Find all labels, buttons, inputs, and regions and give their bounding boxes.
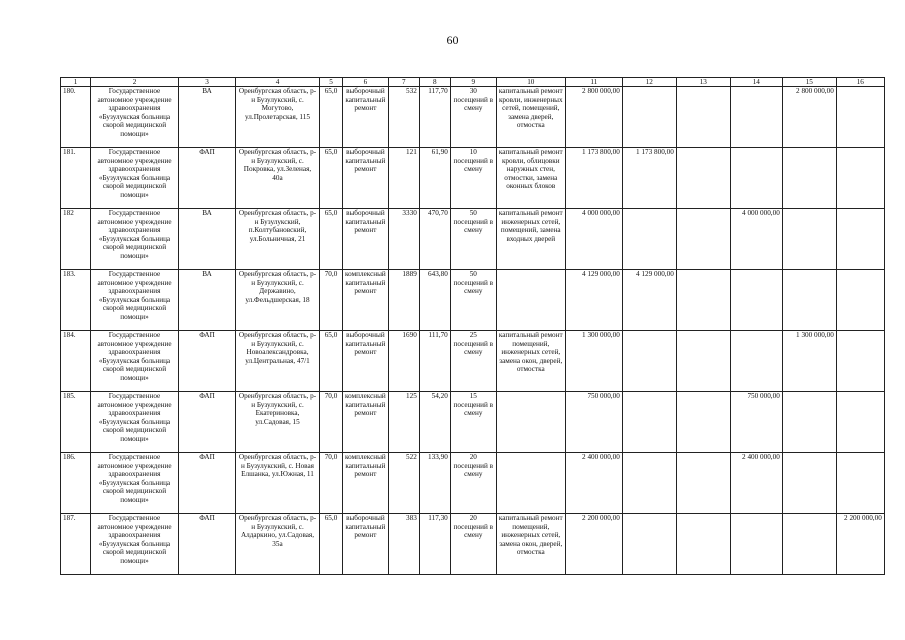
column-header-14: 14 bbox=[730, 78, 782, 87]
row-number: 180. bbox=[61, 87, 91, 148]
visits-per-shift: 20 посещений в смену bbox=[450, 453, 496, 514]
repair-description: капитальный ремонт кровли, инженерных сетей, помещений, замена дверей, отмостка bbox=[496, 87, 565, 148]
work-type: выборочный капитальный ремонт bbox=[343, 209, 389, 270]
amount-col13 bbox=[676, 148, 730, 209]
table-body bbox=[61, 87, 885, 575]
visits-per-shift: 15 посещений в смену bbox=[450, 392, 496, 453]
institution-name: Государственное автономное учреждение здравоохранения «Бузулукская больница скорой медицинской помощи» bbox=[91, 392, 179, 453]
column-header-1: 1 bbox=[61, 78, 91, 87]
work-type: комплексный капитальный ремонт bbox=[343, 392, 389, 453]
amount-col13 bbox=[676, 453, 730, 514]
institution-name: Государственное автономное учреждение здравоохранения «Бузулукская больница скорой медицинской помощи» bbox=[91, 331, 179, 392]
amount-total: 2 200 000,00 bbox=[565, 514, 622, 575]
facility-type: ВА bbox=[179, 87, 236, 148]
address: Оренбургская область, р-н Бузулукский, с. Покровка, ул.Зеленая, 40а bbox=[236, 148, 320, 209]
capacity-value: 111,70 bbox=[419, 331, 450, 392]
address: Оренбургская область, р-н Бузулукский, с. Державино, ул.Фельдшерская, 18 bbox=[236, 270, 320, 331]
amount-col15 bbox=[782, 209, 836, 270]
wear-percent: 70,0 bbox=[320, 270, 343, 331]
wear-percent: 65,0 bbox=[320, 209, 343, 270]
amount-col15: 2 800 000,00 bbox=[782, 87, 836, 148]
column-header-5: 5 bbox=[320, 78, 343, 87]
address: Оренбургская область, р-н Бузулукский, с. Новая Елшанка, ул.Южная, 11 bbox=[236, 453, 320, 514]
visits-per-shift: 50 посещений в смену bbox=[450, 209, 496, 270]
table-row bbox=[61, 453, 885, 514]
work-type: комплексный капитальный ремонт bbox=[343, 453, 389, 514]
amount-col14 bbox=[730, 148, 782, 209]
row-number: 185. bbox=[61, 392, 91, 453]
row-number: 181. bbox=[61, 148, 91, 209]
row-number: 184. bbox=[61, 331, 91, 392]
repair-description bbox=[496, 453, 565, 514]
facility-type: ВА bbox=[179, 270, 236, 331]
area-value: 1690 bbox=[388, 331, 419, 392]
row-number: 186. bbox=[61, 453, 91, 514]
work-type: выборочный капитальный ремонт bbox=[343, 331, 389, 392]
amount-col14: 2 400 000,00 bbox=[730, 453, 782, 514]
address: Оренбургская область, р-н Бузулукский, с. Екатериновка, ул.Садовая, 15 bbox=[236, 392, 320, 453]
area-value: 383 bbox=[388, 514, 419, 575]
column-header-15: 15 bbox=[782, 78, 836, 87]
repair-description bbox=[496, 392, 565, 453]
work-type: комплексный капитальный ремонт bbox=[343, 270, 389, 331]
area-value: 1889 bbox=[388, 270, 419, 331]
amount-col15: 1 300 000,00 bbox=[782, 331, 836, 392]
amount-total: 750 000,00 bbox=[565, 392, 622, 453]
area-value: 522 bbox=[388, 453, 419, 514]
facility-type: ВА bbox=[179, 209, 236, 270]
amount-col15 bbox=[782, 514, 836, 575]
amount-col14 bbox=[730, 514, 782, 575]
amount-col16 bbox=[836, 331, 884, 392]
wear-percent: 70,0 bbox=[320, 392, 343, 453]
visits-per-shift: 30 посещений в смену bbox=[450, 87, 496, 148]
table-row bbox=[61, 331, 885, 392]
amount-col16: 2 200 000,00 bbox=[836, 514, 884, 575]
table-row bbox=[61, 392, 885, 453]
area-value: 125 bbox=[388, 392, 419, 453]
institution-name: Государственное автономное учреждение здравоохранения «Бузулукская больница скорой медицинской помощи» bbox=[91, 87, 179, 148]
amount-col14 bbox=[730, 331, 782, 392]
work-type: выборочный капитальный ремонт bbox=[343, 148, 389, 209]
amount-col12 bbox=[622, 331, 676, 392]
column-header-6: 6 bbox=[343, 78, 389, 87]
area-value: 121 bbox=[388, 148, 419, 209]
amount-col14 bbox=[730, 270, 782, 331]
address: Оренбургская область, р-н Бузулукский, с. Могутово, ул.Пролетарская, 115 bbox=[236, 87, 320, 148]
amount-col12 bbox=[622, 514, 676, 575]
column-header-12: 12 bbox=[622, 78, 676, 87]
column-header-7: 7 bbox=[388, 78, 419, 87]
institution-name: Государственное автономное учреждение здравоохранения «Бузулукская больница скорой медицинской помощи» bbox=[91, 514, 179, 575]
column-header-11: 11 bbox=[565, 78, 622, 87]
amount-total: 2 800 000,00 bbox=[565, 87, 622, 148]
amount-col15 bbox=[782, 270, 836, 331]
visits-per-shift: 50 посещений в смену bbox=[450, 270, 496, 331]
amount-col13 bbox=[676, 392, 730, 453]
capacity-value: 470,70 bbox=[419, 209, 450, 270]
amount-col12 bbox=[622, 209, 676, 270]
repair-description: капитальный ремонт инженерных сетей, помещений, замена входных дверей bbox=[496, 209, 565, 270]
address: Оренбургская область, р-н Бузулукский, с. Новоалександровка, ул.Центральная, 47/1 bbox=[236, 331, 320, 392]
amount-col15 bbox=[782, 392, 836, 453]
header-row bbox=[61, 78, 885, 87]
amount-col12 bbox=[622, 87, 676, 148]
amount-col12 bbox=[622, 392, 676, 453]
column-header-10: 10 bbox=[496, 78, 565, 87]
institution-name: Государственное автономное учреждение здравоохранения «Бузулукская больница скорой медицинской помощи» bbox=[91, 453, 179, 514]
work-type: выборочный капитальный ремонт bbox=[343, 87, 389, 148]
visits-per-shift: 10 посещений в смену bbox=[450, 148, 496, 209]
amount-col13 bbox=[676, 331, 730, 392]
row-number: 187. bbox=[61, 514, 91, 575]
amount-col15 bbox=[782, 148, 836, 209]
capacity-value: 61,90 bbox=[419, 148, 450, 209]
column-header-16: 16 bbox=[836, 78, 884, 87]
column-header-8: 8 bbox=[419, 78, 450, 87]
amount-col16 bbox=[836, 209, 884, 270]
table-row bbox=[61, 87, 885, 148]
table-row bbox=[61, 270, 885, 331]
wear-percent: 70,0 bbox=[320, 453, 343, 514]
institution-name: Государственное автономное учреждение здравоохранения «Бузулукская больница скорой медицинской помощи» bbox=[91, 209, 179, 270]
table-row bbox=[61, 209, 885, 270]
institution-name: Государственное автономное учреждение здравоохранения «Бузулукская больница скорой медицинской помощи» bbox=[91, 148, 179, 209]
column-header-9: 9 bbox=[450, 78, 496, 87]
institution-name: Государственное автономное учреждение здравоохранения «Бузулукская больница скорой медицинской помощи» bbox=[91, 270, 179, 331]
repair-description bbox=[496, 270, 565, 331]
amount-col12: 4 129 000,00 bbox=[622, 270, 676, 331]
repair-description: капитальный ремонт кровли, облицовки наружных стен, отмостки, замена оконных блоков bbox=[496, 148, 565, 209]
amount-col14: 4 000 000,00 bbox=[730, 209, 782, 270]
facility-type: ФАП bbox=[179, 392, 236, 453]
amount-col14 bbox=[730, 87, 782, 148]
amount-col12: 1 173 800,00 bbox=[622, 148, 676, 209]
amount-col12 bbox=[622, 453, 676, 514]
facility-type: ФАП bbox=[179, 148, 236, 209]
amount-col13 bbox=[676, 209, 730, 270]
capacity-value: 117,30 bbox=[419, 514, 450, 575]
amount-col16 bbox=[836, 87, 884, 148]
row-number: 183. bbox=[61, 270, 91, 331]
repair-description: капитальный ремонт помещений, инженерных сетей, замена окон, дверей, отмостка bbox=[496, 331, 565, 392]
amount-col13 bbox=[676, 270, 730, 331]
work-type: выборочный капитальный ремонт bbox=[343, 514, 389, 575]
amount-col16 bbox=[836, 453, 884, 514]
amount-col16 bbox=[836, 392, 884, 453]
wear-percent: 65,0 bbox=[320, 331, 343, 392]
visits-per-shift: 20 посещений в смену bbox=[450, 514, 496, 575]
column-header-2: 2 bbox=[91, 78, 179, 87]
page-number: 60 bbox=[446, 33, 459, 47]
visits-per-shift: 25 посещений в смену bbox=[450, 331, 496, 392]
amount-total: 2 400 000,00 bbox=[565, 453, 622, 514]
capacity-value: 54,20 bbox=[419, 392, 450, 453]
row-number: 182 bbox=[61, 209, 91, 270]
capacity-value: 117,70 bbox=[419, 87, 450, 148]
facility-type: ФАП bbox=[179, 514, 236, 575]
amount-total: 1 173 800,00 bbox=[565, 148, 622, 209]
amount-col13 bbox=[676, 514, 730, 575]
wear-percent: 65,0 bbox=[320, 148, 343, 209]
column-header-13: 13 bbox=[676, 78, 730, 87]
address: Оренбургская область, р-н Бузулукский, с. Алдаркино, ул.Садовая, 35а bbox=[236, 514, 320, 575]
amount-col14: 750 000,00 bbox=[730, 392, 782, 453]
amount-col16 bbox=[836, 270, 884, 331]
column-header-3: 3 bbox=[179, 78, 236, 87]
wear-percent: 65,0 bbox=[320, 514, 343, 575]
facility-type: ФАП bbox=[179, 453, 236, 514]
amount-total: 4 129 000,00 bbox=[565, 270, 622, 331]
amount-col15 bbox=[782, 453, 836, 514]
area-value: 532 bbox=[388, 87, 419, 148]
amount-col16 bbox=[836, 148, 884, 209]
column-header-4: 4 bbox=[236, 78, 320, 87]
facility-type: ФАП bbox=[179, 331, 236, 392]
amount-col13 bbox=[676, 87, 730, 148]
table-row bbox=[61, 148, 885, 209]
wear-percent: 65,0 bbox=[320, 87, 343, 148]
area-value: 3330 bbox=[388, 209, 419, 270]
table-row bbox=[61, 514, 885, 575]
address: Оренбургская область, р-н Бузулукский, п.Колтубановский, ул.Больничная, 21 bbox=[236, 209, 320, 270]
capacity-value: 643,80 bbox=[419, 270, 450, 331]
capacity-value: 133,90 bbox=[419, 453, 450, 514]
amount-total: 4 000 000,00 bbox=[565, 209, 622, 270]
repair-description: капитальный ремонт помещений, инженерных сетей, замена окон, дверей, отмостка bbox=[496, 514, 565, 575]
amount-total: 1 300 000,00 bbox=[565, 331, 622, 392]
capital-repair-table bbox=[60, 77, 885, 575]
